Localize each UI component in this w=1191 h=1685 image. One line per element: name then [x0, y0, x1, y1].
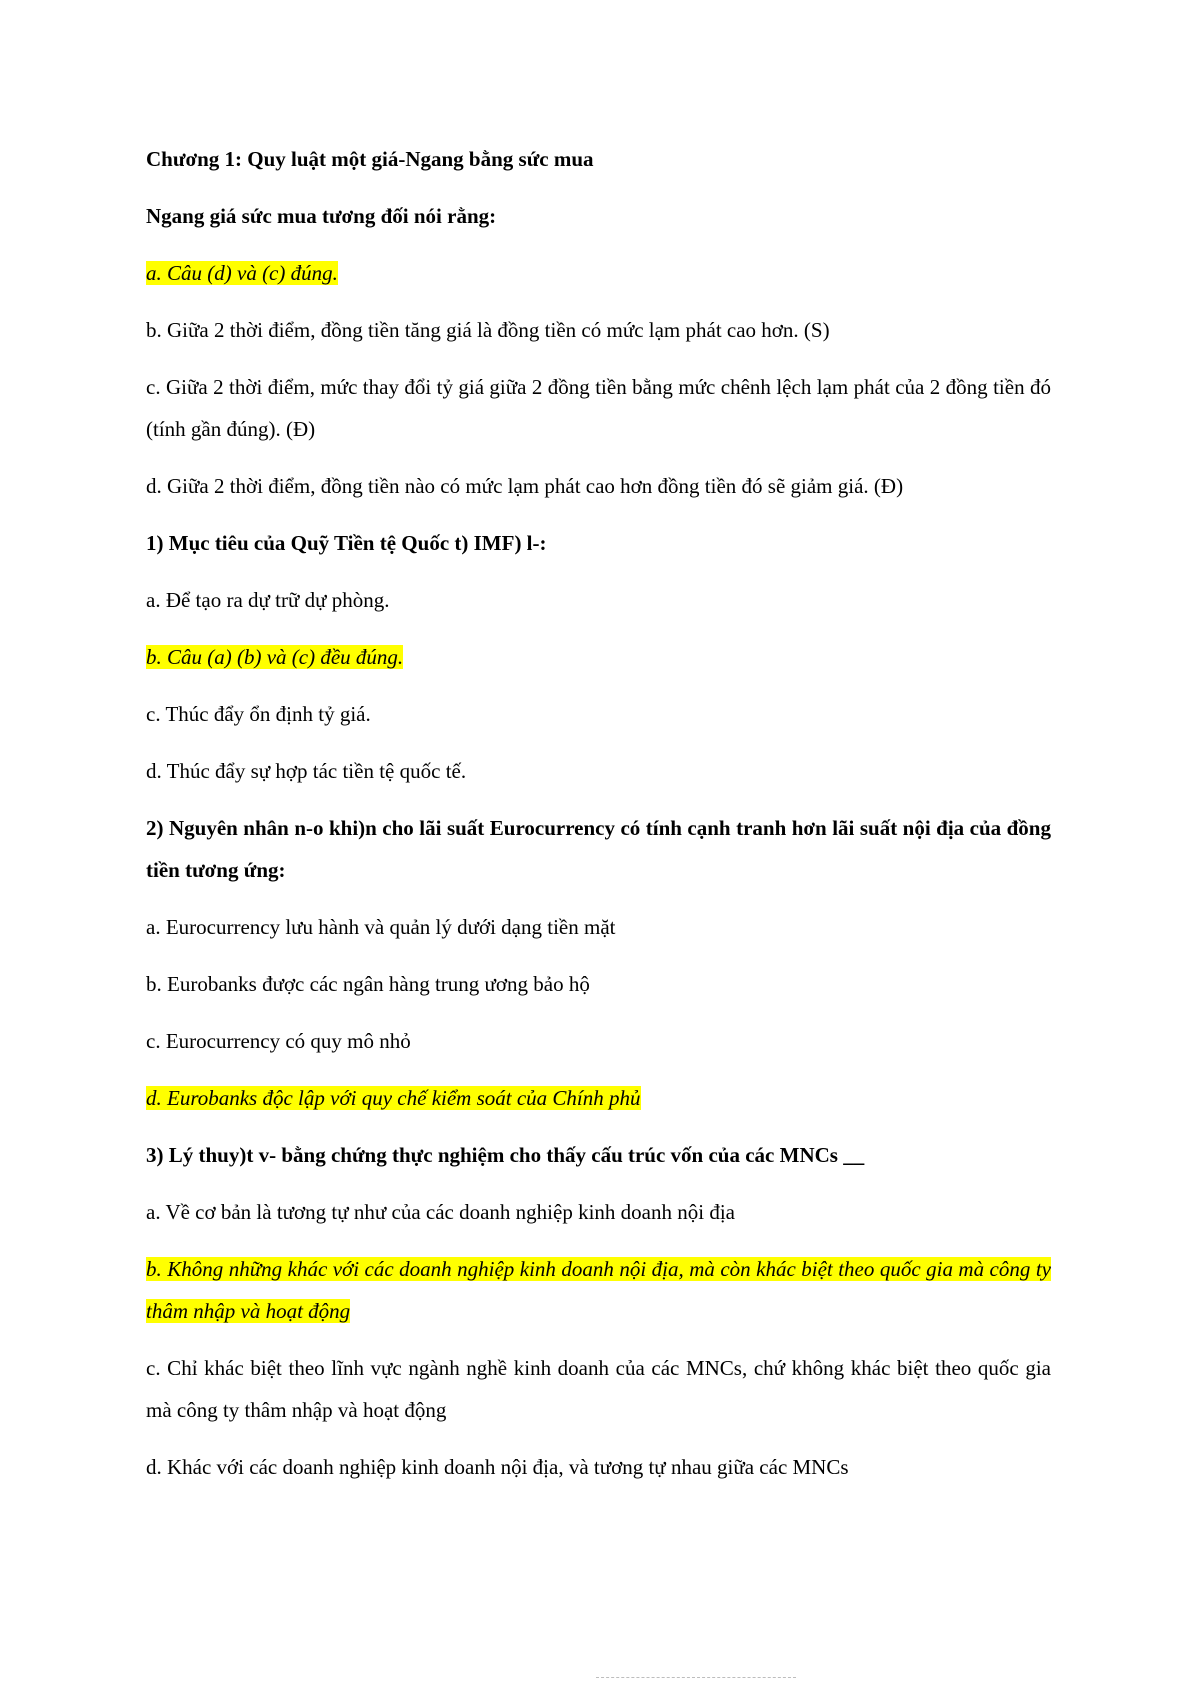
- answer-option-highlighted: b. Câu (a) (b) và (c) đều đúng.: [146, 645, 404, 669]
- answer-option: b. Eurobanks được các ngân hàng trung ương bảo hộ: [146, 972, 590, 996]
- answer-option: c. Thúc đẩy ổn định tỷ giá.: [146, 702, 371, 726]
- answer-option-highlighted: d. Eurobanks độc lập với quy chế kiểm soát của Chính phủ: [146, 1086, 641, 1110]
- document-body: [146, 138, 1051, 1503]
- page-break-rule: [596, 1677, 796, 1678]
- answer-option: c. Giữa 2 thời điểm, mức thay đổi tỷ giá giữa 2 đồng tiền bằng mức chênh lệch lạm phát của 2 đồng tiền đó (tính gần đúng). (Đ): [146, 375, 1051, 441]
- answer-option: a. Về cơ bản là tương tự như của các doanh nghiệp kinh doanh nội địa: [146, 1200, 735, 1224]
- answer-option: c. Eurocurrency có quy mô nhỏ: [146, 1029, 411, 1053]
- question-heading: Ngang giá sức mua tương đối nói rằng:: [146, 204, 497, 228]
- question-heading: 2) Nguyên nhân n-o khi)n cho lãi suất Eurocurrency có tính cạnh tranh hơn lãi suất nội địa của đồng tiền tương ứng:: [146, 816, 1051, 882]
- answer-option: a. Để tạo ra dự trữ dự phòng.: [146, 588, 390, 612]
- answer-option: a. Eurocurrency lưu hành và quản lý dưới dạng tiền mặt: [146, 915, 616, 939]
- answer-option: d. Khác với các doanh nghiệp kinh doanh nội địa, và tương tự nhau giữa các MNCs: [146, 1455, 849, 1479]
- question-heading: 1) Mục tiêu của Quỹ Tiền tệ Quốc t) IMF) l-:: [146, 531, 547, 555]
- answer-option: d. Thúc đẩy sự hợp tác tiền tệ quốc tế.: [146, 759, 467, 783]
- question-heading: 3) Lý thuy)t v- bằng chứng thực nghiệm cho thấy cấu trúc vốn của các MNCs __: [146, 1143, 865, 1167]
- answer-option: c. Chỉ khác biệt theo lĩnh vực ngành nghề kinh doanh của các MNCs, chứ không khác biệt theo quốc gia mà công ty thâm nhập và hoạt động: [146, 1356, 1051, 1422]
- answer-option: d. Giữa 2 thời điểm, đồng tiền nào có mức lạm phát cao hơn đồng tiền đó sẽ giảm giá. (Đ): [146, 474, 904, 498]
- answer-option: b. Giữa 2 thời điểm, đồng tiền tăng giá là đồng tiền có mức lạm phát cao hơn. (S): [146, 318, 830, 342]
- answer-option-highlighted: a. Câu (d) và (c) đúng.: [146, 261, 338, 285]
- chapter-title: Chương 1: Quy luật một giá-Ngang bằng sức mua: [146, 147, 594, 171]
- answer-option-highlighted: b. Không những khác với các doanh nghiệp kinh doanh nội địa, mà còn khác biệt theo quốc gia mà công ty thâm nhập và hoạt động: [146, 1257, 1051, 1323]
